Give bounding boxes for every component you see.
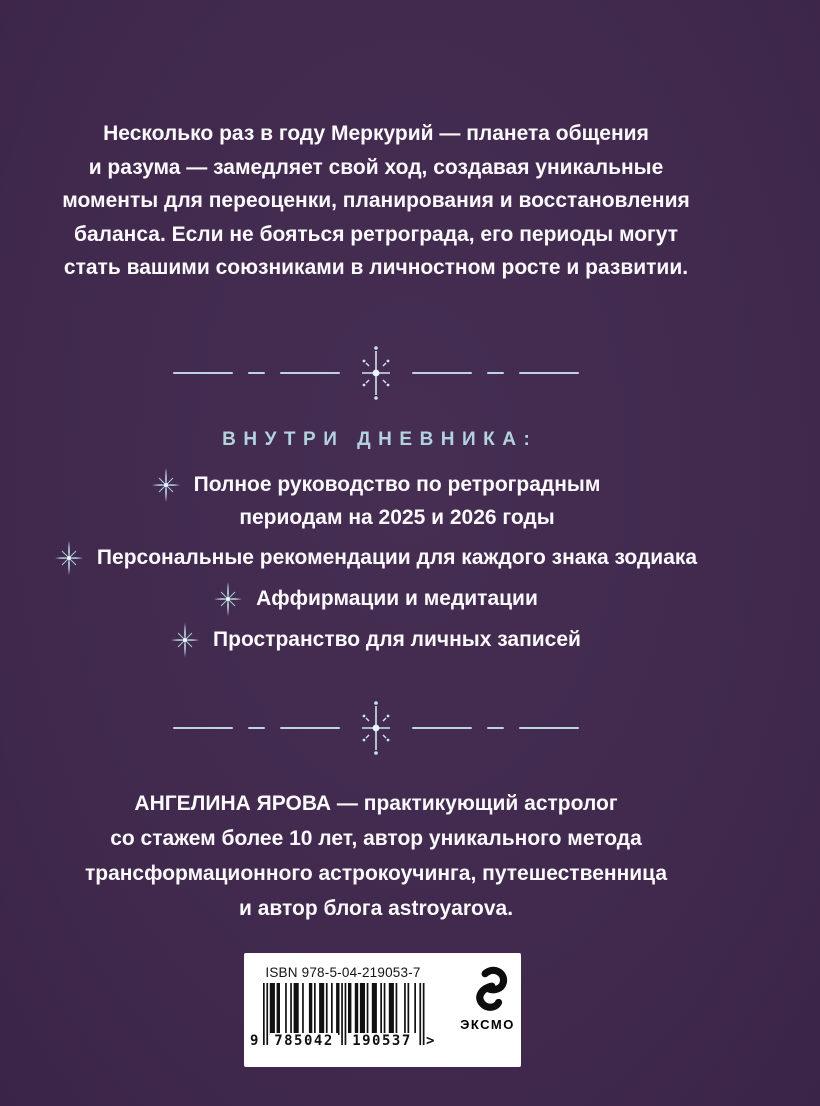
list-item-text: Аффирмации и медитации xyxy=(256,587,538,610)
author-paragraph xyxy=(0,786,752,926)
divider-line xyxy=(412,727,472,729)
features-list xyxy=(0,468,752,657)
list-item xyxy=(0,582,752,616)
list-item xyxy=(0,541,752,575)
divider-dash xyxy=(487,372,504,374)
divider-dash xyxy=(487,727,504,729)
author-line: трансформационного астрокоучинга, путешественница xyxy=(84,862,668,885)
divider-line xyxy=(173,372,233,374)
sparkle-bullet-icon xyxy=(171,623,199,657)
divider-line xyxy=(519,727,579,729)
barcode-panel xyxy=(244,953,521,1067)
eksmo-logo-icon xyxy=(465,965,511,1015)
barcode-tail: > xyxy=(426,1033,435,1049)
divider-line xyxy=(412,372,472,374)
list-item-line: периодам на 2025 и 2026 годы xyxy=(239,506,555,529)
author-line: и автор блога astroyarova. xyxy=(238,897,514,920)
sparkle-star-icon xyxy=(355,699,397,757)
divider-line xyxy=(280,727,340,729)
barcode-digit-first: 9 xyxy=(250,1033,259,1049)
divider-bottom xyxy=(0,699,752,757)
divider-top xyxy=(0,344,752,402)
list-item-text: Пространство для личных записей xyxy=(213,628,581,651)
barcode-area xyxy=(244,953,454,1067)
sparkle-bullet-icon xyxy=(55,541,83,575)
intro-line: Несколько раз в году Меркурий — планета общения xyxy=(103,122,649,145)
publisher-name: ЭКСМО xyxy=(460,1017,515,1032)
section-heading: ВНУТРИ ДНЕВНИКА: xyxy=(222,429,538,450)
intro-paragraph xyxy=(0,117,752,285)
publisher-logo xyxy=(454,953,521,1067)
list-item xyxy=(0,623,752,657)
list-item-line: Полное руководство по ретроградным xyxy=(193,473,601,496)
divider-line xyxy=(173,727,233,729)
list-item-text xyxy=(194,468,601,534)
sparkle-star-icon xyxy=(355,344,397,402)
list-item-text: Персональные рекомендации для каждого знака зодиака xyxy=(96,546,698,569)
author-line: со стажем более 10 лет, автор уникального метода xyxy=(110,827,642,850)
divider-line xyxy=(280,372,340,374)
list-item xyxy=(0,468,752,534)
isbn-label: ISBN 978-5-04-219053-7 xyxy=(265,965,421,980)
intro-line: баланса. Если не бояться ретрограда, его периоды могут xyxy=(73,222,679,246)
sparkle-bullet-icon xyxy=(214,582,242,616)
intro-line: моменты для переоценки, планирования и восстановления xyxy=(62,189,690,212)
ean13-barcode xyxy=(250,983,435,1055)
sparkle-bullet-icon xyxy=(152,468,180,502)
author-line: АНГЕЛИНА ЯРОВА — практикующий астролог xyxy=(134,792,618,815)
barcode-digits-right: 190537 xyxy=(348,1033,416,1049)
intro-line: и разума — замедляет свой ход, создавая уникальные xyxy=(88,155,664,179)
divider-dash xyxy=(248,372,265,374)
intro-line: стать вашими союзниками в личностном росте и развитии. xyxy=(63,256,689,279)
divider-dash xyxy=(248,727,265,729)
divider-line xyxy=(519,372,579,374)
barcode-digits-left: 785042 xyxy=(270,1033,338,1049)
